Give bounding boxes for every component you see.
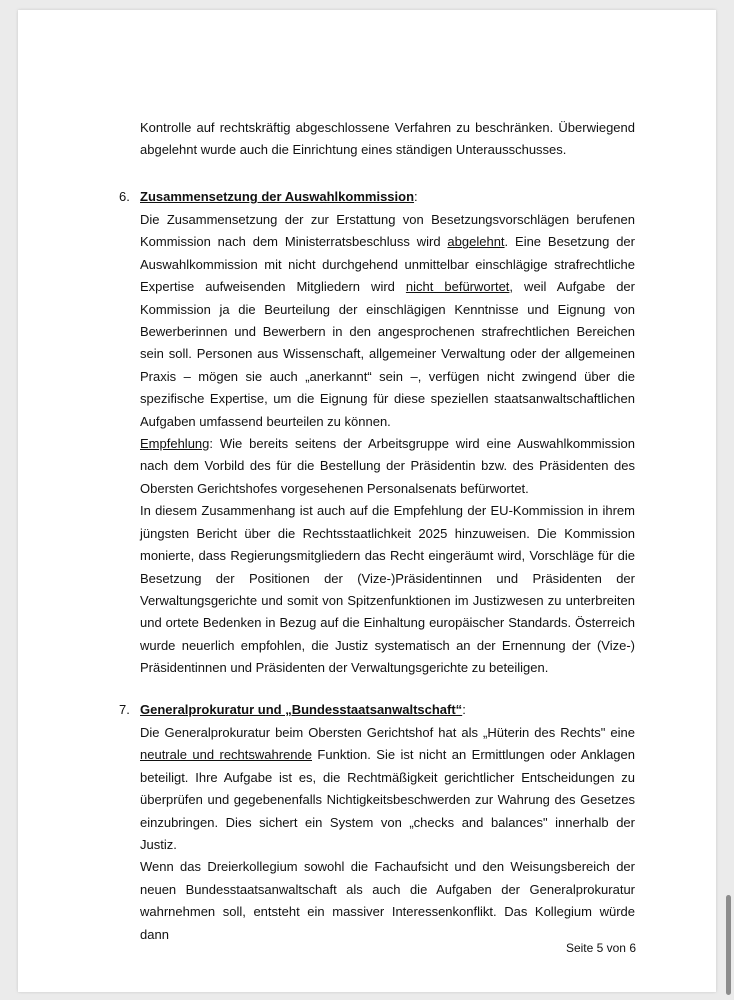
section-6-p1-text-b: . Eine Besetzung der Auswahlkommission mit nicht durchgehend unmittelbar einschlägige strafrechtliche Expertise aufweisenden Mitgliedern wird	[140, 234, 635, 295]
section-6-p3-text: In diesem Zusammenhang ist auch auf die Empfehlung der EU-Kommission in ihrem jüngsten Bericht über die Rechtsstaatlichkeit 2025 hinzuweisen. Die Kommission monierte, dass Regierungsmitgliedern das Recht eingeräumt wird, Vorschläge für die Besetzung der Positionen der (Vize-)Präsidentinnen und Präsidenten der Verwaltungsgerichte und somit von Spitzenfunktionen im Justizwesen zu unterbreiten und ortete Bedenken in Bezug auf die Einhaltung europäischer Standards. Österreich wurde neuerlich empfohlen, die Justiz systematisch an der Ernennung der (Vize-) Präsidentinnen und Präsidenten der Verwaltungsgerichte zu beteiligen.	[140, 503, 635, 676]
section-7-p1-text-a: Die Generalprokuratur beim Obersten Gerichtshof hat als „Hüterin des Rechts" eine	[140, 725, 635, 740]
section-6-heading-suffix: :	[414, 189, 418, 204]
vertical-scrollbar[interactable]	[726, 895, 731, 995]
section-6-p1-underlined-1: abgelehnt	[447, 234, 505, 250]
section-6-p1-text-c: , weil Aufgabe der Kommission ja die Beurteilung der einschlägigen Kenntnisse und Eignung von Bewerberinnen und Bewerbern in den angesprochenen strafrechtlichen Bereichen sein soll. Personen aus Wissenschaft, allgemeiner Verwaltung oder der allgemeinen Praxis – mögen sie auch „anerkannt“ sein –, verfügen nicht zwingend über die spezifische Expertise, um die Eignung für diese speziellen staatsanwaltschaftlichen Aufgaben umfassend beurteilen zu können.	[140, 279, 635, 429]
intro-paragraph	[140, 117, 635, 162]
section-7-p2-text: Wenn das Dreierkollegium sowohl die Fachaufsicht und den Weisungsbereich der neuen Bundesstaatsanwaltschaft als auch die Aufgaben der Generalprokuratur wahrnehmen soll, entsteht ein massiver Interessenkonflikt. Das Kollegium würde dann	[140, 859, 635, 942]
page-content	[18, 10, 716, 992]
section-7-number: 7.	[119, 702, 130, 717]
section-6-heading-line	[119, 186, 639, 208]
section-7-p1-underlined: neutrale und rechtswahrende	[140, 747, 312, 763]
section-6-paragraph-3	[140, 500, 635, 679]
section-7-heading-suffix: :	[462, 702, 466, 717]
section-6-p1-underlined-2: nicht befürwortet	[405, 279, 510, 295]
section-7-heading: Generalprokuratur und „Bundesstaatsanwaltschaft“	[140, 702, 463, 717]
page-number-footer: Seite 5 von 6	[565, 941, 636, 955]
intro-text: Kontrolle auf rechtskräftig abgeschlossene Verfahren zu beschränken. Überwiegend abgelehnt wurde auch die Einrichtung eines ständigen Unterausschusses.	[140, 120, 635, 158]
section-6-number: 6.	[119, 189, 130, 204]
section-6-recommendation-text: : Wie bereits seitens der Arbeitsgruppe wird eine Auswahlkommission nach dem Vorbild des für die Bestellung der Präsidentin bzw. des Präsidenten des Obersten Gerichtshofes vorgesehenen Personalsenats befürwortet.	[140, 436, 635, 496]
section-7-paragraph-2	[140, 856, 635, 946]
section-7-body	[140, 722, 635, 946]
section-7-heading-line	[119, 699, 639, 721]
section-6-p1-text-a: Die Zusammensetzung der zur Erstattung von Besetzungsvorschlägen berufenen Kommission nach dem Ministerratsbeschluss wird	[140, 212, 635, 250]
document-page	[18, 10, 716, 992]
section-6-heading: Zusammensetzung der Auswahlkommission	[140, 189, 415, 204]
section-6-body	[140, 209, 635, 680]
section-6-paragraph-1	[140, 209, 635, 433]
section-7-paragraph-1	[140, 722, 635, 856]
section-6-recommendation-label: Empfehlung	[140, 436, 210, 452]
section-6-paragraph-2	[140, 433, 635, 500]
section-7-p1-text-b: Funktion. Sie ist nicht an Ermittlungen oder Anklagen beteiligt. Ihre Aufgabe ist es, die Rechtmäßigkeit gerichtlicher Entscheidungen zu überprüfen und gegebenenfalls Nichtigkeitsbeschwerden zur Wahrung des Gesetzes einzubringen. Dies sichert ein System von „checks and balances" innerhalb der Justiz.	[140, 747, 635, 853]
